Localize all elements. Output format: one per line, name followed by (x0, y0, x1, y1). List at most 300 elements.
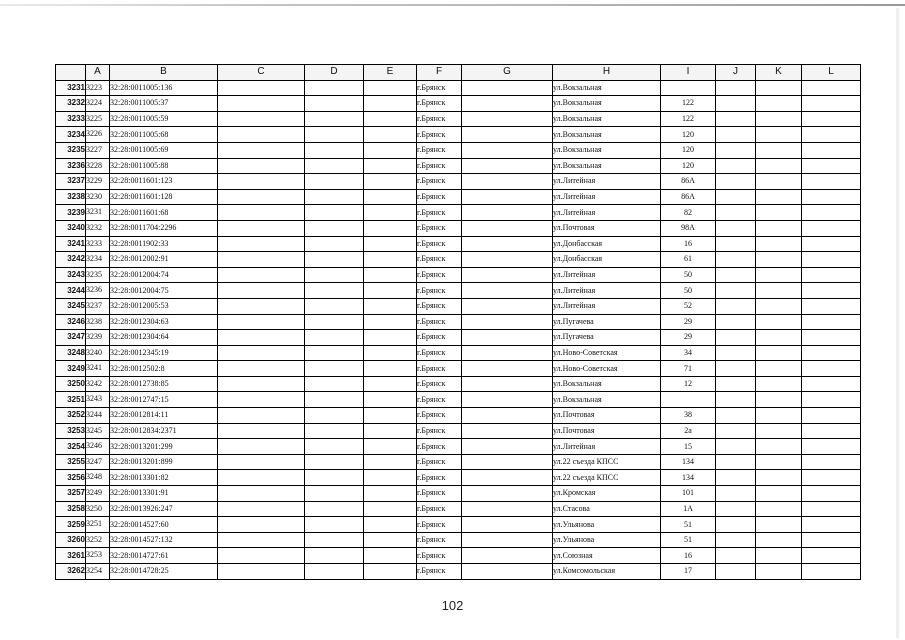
cell-c[interactable] (218, 267, 305, 283)
row-number[interactable]: 3261 (56, 548, 86, 564)
cell-b[interactable]: 32:28:0012738:85 (110, 376, 218, 392)
cell-i[interactable]: 86А (661, 189, 716, 205)
row-number[interactable]: 3245 (56, 298, 86, 314)
cell-g[interactable] (462, 267, 553, 283)
cell-f[interactable]: г.Брянск (417, 283, 462, 299)
cell-c[interactable] (218, 189, 305, 205)
cell-b[interactable]: 32:28:0013201:299 (110, 439, 218, 455)
cell-j[interactable] (716, 345, 756, 361)
cell-e[interactable] (364, 252, 417, 268)
cell-l[interactable] (802, 267, 861, 283)
row-number[interactable]: 3246 (56, 314, 86, 330)
cell-a[interactable]: 3236 (86, 283, 110, 299)
row-number[interactable]: 3255 (56, 454, 86, 470)
cell-d[interactable] (305, 205, 364, 221)
cell-a[interactable]: 3242 (86, 376, 110, 392)
cell-i[interactable]: 16 (661, 236, 716, 252)
cell-j[interactable] (716, 298, 756, 314)
cell-j[interactable] (716, 205, 756, 221)
cell-c[interactable] (218, 96, 305, 112)
cell-e[interactable] (364, 174, 417, 190)
cell-b[interactable]: 32:28:0013301:82 (110, 470, 218, 486)
cell-e[interactable] (364, 96, 417, 112)
cell-h[interactable]: ул.Вокзальная (553, 111, 661, 127)
cell-i[interactable]: 134 (661, 470, 716, 486)
cell-h[interactable]: ул.Ново-Советская (553, 361, 661, 377)
cell-f[interactable]: г.Брянск (417, 454, 462, 470)
cell-l[interactable] (802, 174, 861, 190)
cell-f[interactable]: г.Брянск (417, 252, 462, 268)
cell-j[interactable] (716, 252, 756, 268)
cell-g[interactable] (462, 314, 553, 330)
cell-k[interactable] (756, 220, 802, 236)
cell-k[interactable] (756, 80, 802, 96)
cell-g[interactable] (462, 158, 553, 174)
cell-l[interactable] (802, 564, 861, 580)
cell-c[interactable] (218, 298, 305, 314)
cell-e[interactable] (364, 439, 417, 455)
cell-j[interactable] (716, 392, 756, 408)
cell-k[interactable] (756, 454, 802, 470)
cell-c[interactable] (218, 392, 305, 408)
cell-d[interactable] (305, 314, 364, 330)
cell-k[interactable] (756, 283, 802, 299)
cell-h[interactable]: ул.Союзная (553, 548, 661, 564)
cell-b[interactable]: 32:28:0012002:91 (110, 252, 218, 268)
cell-h[interactable]: ул.Литейная (553, 267, 661, 283)
cell-a[interactable]: 3250 (86, 501, 110, 517)
cell-e[interactable] (364, 454, 417, 470)
cell-i[interactable]: 38 (661, 408, 716, 424)
cell-b[interactable]: 32:28:0012814:11 (110, 408, 218, 424)
cell-a[interactable]: 3234 (86, 252, 110, 268)
cell-d[interactable] (305, 80, 364, 96)
cell-c[interactable] (218, 111, 305, 127)
cell-g[interactable] (462, 111, 553, 127)
cell-f[interactable]: г.Брянск (417, 96, 462, 112)
row-number[interactable]: 3256 (56, 470, 86, 486)
cell-f[interactable]: г.Брянск (417, 127, 462, 143)
cell-a[interactable]: 3224 (86, 96, 110, 112)
cell-a[interactable]: 3249 (86, 486, 110, 502)
cell-j[interactable] (716, 80, 756, 96)
cell-k[interactable] (756, 408, 802, 424)
cell-b[interactable]: 32:28:0011005:136 (110, 80, 218, 96)
cell-a[interactable]: 3223 (86, 80, 110, 96)
row-number[interactable]: 3242 (56, 252, 86, 268)
cell-c[interactable] (218, 205, 305, 221)
cell-j[interactable] (716, 408, 756, 424)
cell-e[interactable] (364, 80, 417, 96)
cell-l[interactable] (802, 330, 861, 346)
cell-c[interactable] (218, 80, 305, 96)
cell-d[interactable] (305, 96, 364, 112)
cell-h[interactable]: ул.Литейная (553, 298, 661, 314)
cell-h[interactable]: ул.Литейная (553, 283, 661, 299)
cell-f[interactable]: г.Брянск (417, 314, 462, 330)
cell-d[interactable] (305, 283, 364, 299)
cell-e[interactable] (364, 408, 417, 424)
cell-e[interactable] (364, 361, 417, 377)
cell-k[interactable] (756, 486, 802, 502)
cell-g[interactable] (462, 127, 553, 143)
cell-c[interactable] (218, 236, 305, 252)
cell-i[interactable]: 50 (661, 283, 716, 299)
column-header-c[interactable]: C (218, 65, 305, 81)
cell-b[interactable]: 32:28:0014728:25 (110, 564, 218, 580)
cell-d[interactable] (305, 142, 364, 158)
column-header-i[interactable]: I (661, 65, 716, 81)
cell-k[interactable] (756, 127, 802, 143)
cell-k[interactable] (756, 252, 802, 268)
cell-i[interactable]: 16 (661, 548, 716, 564)
row-number[interactable]: 3232 (56, 96, 86, 112)
cell-c[interactable] (218, 408, 305, 424)
cell-d[interactable] (305, 127, 364, 143)
cell-g[interactable] (462, 548, 553, 564)
row-number[interactable]: 3259 (56, 517, 86, 533)
cell-a[interactable]: 3252 (86, 532, 110, 548)
cell-g[interactable] (462, 80, 553, 96)
cell-j[interactable] (716, 220, 756, 236)
cell-l[interactable] (802, 220, 861, 236)
cell-l[interactable] (802, 127, 861, 143)
cell-k[interactable] (756, 142, 802, 158)
cell-i[interactable]: 15 (661, 439, 716, 455)
row-number[interactable]: 3253 (56, 423, 86, 439)
cell-l[interactable] (802, 80, 861, 96)
cell-i[interactable]: 1А (661, 501, 716, 517)
cell-d[interactable] (305, 189, 364, 205)
cell-g[interactable] (462, 142, 553, 158)
cell-k[interactable] (756, 517, 802, 533)
cell-l[interactable] (802, 252, 861, 268)
cell-g[interactable] (462, 470, 553, 486)
cell-g[interactable] (462, 361, 553, 377)
cell-j[interactable] (716, 517, 756, 533)
cell-k[interactable] (756, 564, 802, 580)
cell-b[interactable]: 32:28:0013301:91 (110, 486, 218, 502)
cell-f[interactable]: г.Брянск (417, 189, 462, 205)
cell-l[interactable] (802, 205, 861, 221)
cell-l[interactable] (802, 392, 861, 408)
cell-h[interactable]: ул.Почтовая (553, 423, 661, 439)
cell-k[interactable] (756, 174, 802, 190)
cell-c[interactable] (218, 330, 305, 346)
cell-d[interactable] (305, 252, 364, 268)
cell-g[interactable] (462, 174, 553, 190)
cell-l[interactable] (802, 470, 861, 486)
cell-l[interactable] (802, 439, 861, 455)
cell-c[interactable] (218, 454, 305, 470)
cell-k[interactable] (756, 267, 802, 283)
cell-d[interactable] (305, 267, 364, 283)
cell-e[interactable] (364, 158, 417, 174)
cell-e[interactable] (364, 205, 417, 221)
cell-a[interactable]: 3251 (86, 517, 110, 533)
cell-d[interactable] (305, 454, 364, 470)
cell-j[interactable] (716, 314, 756, 330)
cell-j[interactable] (716, 158, 756, 174)
cell-f[interactable]: г.Брянск (417, 330, 462, 346)
cell-c[interactable] (218, 252, 305, 268)
cell-e[interactable] (364, 345, 417, 361)
cell-j[interactable] (716, 532, 756, 548)
cell-b[interactable]: 32:28:0012345:19 (110, 345, 218, 361)
cell-f[interactable]: г.Брянск (417, 220, 462, 236)
cell-k[interactable] (756, 423, 802, 439)
cell-h[interactable]: ул.Донбасская (553, 252, 661, 268)
cell-j[interactable] (716, 174, 756, 190)
cell-b[interactable]: 32:28:0012834:2371 (110, 423, 218, 439)
cell-i[interactable]: 12 (661, 376, 716, 392)
cell-i[interactable]: 51 (661, 517, 716, 533)
cell-c[interactable] (218, 158, 305, 174)
cell-a[interactable]: 3238 (86, 314, 110, 330)
cell-f[interactable]: г.Брянск (417, 392, 462, 408)
cell-a[interactable]: 3253 (86, 548, 110, 564)
cell-l[interactable] (802, 236, 861, 252)
cell-e[interactable] (364, 532, 417, 548)
cell-b[interactable]: 32:28:0011005:37 (110, 96, 218, 112)
cell-k[interactable] (756, 236, 802, 252)
column-header-a[interactable]: A (86, 65, 110, 81)
cell-i[interactable]: 120 (661, 158, 716, 174)
column-header-e[interactable]: E (364, 65, 417, 81)
cell-g[interactable] (462, 439, 553, 455)
cell-j[interactable] (716, 96, 756, 112)
cell-k[interactable] (756, 298, 802, 314)
cell-a[interactable]: 3231 (86, 205, 110, 221)
cell-i[interactable]: 50 (661, 267, 716, 283)
cell-i[interactable] (661, 392, 716, 408)
cell-f[interactable]: г.Брянск (417, 376, 462, 392)
row-number[interactable]: 3243 (56, 267, 86, 283)
cell-a[interactable]: 3225 (86, 111, 110, 127)
cell-j[interactable] (716, 486, 756, 502)
cell-b[interactable]: 32:28:0012304:64 (110, 330, 218, 346)
cell-g[interactable] (462, 392, 553, 408)
cell-g[interactable] (462, 236, 553, 252)
column-header-f[interactable]: F (417, 65, 462, 81)
cell-a[interactable]: 3227 (86, 142, 110, 158)
cell-d[interactable] (305, 236, 364, 252)
column-header-g[interactable]: G (462, 65, 553, 81)
cell-b[interactable]: 32:28:0011704:2296 (110, 220, 218, 236)
cell-i[interactable]: 29 (661, 314, 716, 330)
cell-d[interactable] (305, 330, 364, 346)
cell-a[interactable]: 3254 (86, 564, 110, 580)
cell-h[interactable]: ул.22 съезда КПСС (553, 470, 661, 486)
cell-d[interactable] (305, 392, 364, 408)
cell-f[interactable]: г.Брянск (417, 267, 462, 283)
cell-k[interactable] (756, 501, 802, 517)
cell-l[interactable] (802, 486, 861, 502)
cell-h[interactable]: ул.Вокзальная (553, 392, 661, 408)
cell-d[interactable] (305, 361, 364, 377)
cell-l[interactable] (802, 96, 861, 112)
cell-f[interactable]: г.Брянск (417, 111, 462, 127)
cell-i[interactable]: 52 (661, 298, 716, 314)
cell-h[interactable]: ул.Стасова (553, 501, 661, 517)
cell-d[interactable] (305, 501, 364, 517)
cell-h[interactable]: ул.Вокзальная (553, 158, 661, 174)
cell-i[interactable]: 61 (661, 252, 716, 268)
cell-k[interactable] (756, 330, 802, 346)
cell-a[interactable]: 3246 (86, 439, 110, 455)
cell-e[interactable] (364, 501, 417, 517)
cell-h[interactable]: ул.Вокзальная (553, 376, 661, 392)
cell-c[interactable] (218, 174, 305, 190)
cell-i[interactable]: 82 (661, 205, 716, 221)
cell-a[interactable]: 3230 (86, 189, 110, 205)
row-number[interactable]: 3251 (56, 392, 86, 408)
cell-h[interactable]: ул.Вокзальная (553, 142, 661, 158)
cell-h[interactable]: ул.Вокзальная (553, 80, 661, 96)
cell-h[interactable]: ул.Почтовая (553, 408, 661, 424)
cell-f[interactable]: г.Брянск (417, 564, 462, 580)
cell-g[interactable] (462, 96, 553, 112)
cell-h[interactable]: ул.Вокзальная (553, 127, 661, 143)
cell-g[interactable] (462, 345, 553, 361)
cell-g[interactable] (462, 205, 553, 221)
cell-k[interactable] (756, 532, 802, 548)
row-number[interactable]: 3234 (56, 127, 86, 143)
cell-c[interactable] (218, 548, 305, 564)
row-number[interactable]: 3241 (56, 236, 86, 252)
cell-i[interactable]: 17 (661, 564, 716, 580)
cell-e[interactable] (364, 220, 417, 236)
row-number[interactable]: 3244 (56, 283, 86, 299)
cell-c[interactable] (218, 486, 305, 502)
cell-h[interactable]: ул.22 съезда КПСС (553, 454, 661, 470)
cell-k[interactable] (756, 376, 802, 392)
cell-j[interactable] (716, 454, 756, 470)
cell-b[interactable]: 32:28:0012304:63 (110, 314, 218, 330)
cell-h[interactable]: ул.Пугачева (553, 330, 661, 346)
row-number[interactable]: 3252 (56, 408, 86, 424)
cell-j[interactable] (716, 564, 756, 580)
cell-g[interactable] (462, 517, 553, 533)
column-header-d[interactable]: D (305, 65, 364, 81)
cell-a[interactable]: 3226 (86, 127, 110, 143)
cell-k[interactable] (756, 96, 802, 112)
cell-j[interactable] (716, 501, 756, 517)
row-number[interactable]: 3231 (56, 80, 86, 96)
cell-i[interactable]: 29 (661, 330, 716, 346)
cell-g[interactable] (462, 454, 553, 470)
cell-f[interactable]: г.Брянск (417, 423, 462, 439)
cell-e[interactable] (364, 127, 417, 143)
cell-j[interactable] (716, 423, 756, 439)
cell-l[interactable] (802, 111, 861, 127)
cell-g[interactable] (462, 408, 553, 424)
cell-d[interactable] (305, 111, 364, 127)
cell-j[interactable] (716, 283, 756, 299)
cell-b[interactable]: 32:28:0011601:68 (110, 205, 218, 221)
cell-a[interactable]: 3239 (86, 330, 110, 346)
cell-i[interactable]: 122 (661, 111, 716, 127)
cell-b[interactable]: 32:28:0012004:74 (110, 267, 218, 283)
cell-b[interactable]: 32:28:0012747:15 (110, 392, 218, 408)
cell-k[interactable] (756, 548, 802, 564)
row-number[interactable]: 3258 (56, 501, 86, 517)
cell-i[interactable]: 34 (661, 345, 716, 361)
cell-i[interactable]: 101 (661, 486, 716, 502)
cell-i[interactable]: 134 (661, 454, 716, 470)
cell-j[interactable] (716, 142, 756, 158)
cell-k[interactable] (756, 189, 802, 205)
cell-b[interactable]: 32:28:0014527:132 (110, 532, 218, 548)
cell-e[interactable] (364, 236, 417, 252)
cell-a[interactable]: 3244 (86, 408, 110, 424)
cell-d[interactable] (305, 548, 364, 564)
cell-a[interactable]: 3247 (86, 454, 110, 470)
cell-l[interactable] (802, 298, 861, 314)
cell-d[interactable] (305, 298, 364, 314)
cell-f[interactable]: г.Брянск (417, 298, 462, 314)
column-header-k[interactable]: K (756, 65, 802, 81)
cell-h[interactable]: ул.Ульянова (553, 532, 661, 548)
cell-b[interactable]: 32:28:0011005:68 (110, 127, 218, 143)
cell-j[interactable] (716, 236, 756, 252)
cell-c[interactable] (218, 517, 305, 533)
cell-l[interactable] (802, 423, 861, 439)
cell-l[interactable] (802, 408, 861, 424)
cell-e[interactable] (364, 548, 417, 564)
row-number[interactable]: 3247 (56, 330, 86, 346)
cell-g[interactable] (462, 486, 553, 502)
cell-d[interactable] (305, 439, 364, 455)
cell-g[interactable] (462, 564, 553, 580)
cell-i[interactable]: 122 (661, 96, 716, 112)
cell-a[interactable]: 3237 (86, 298, 110, 314)
cell-h[interactable]: ул.Ульянова (553, 517, 661, 533)
cell-l[interactable] (802, 189, 861, 205)
row-number[interactable]: 3250 (56, 376, 86, 392)
cell-f[interactable]: г.Брянск (417, 408, 462, 424)
cell-k[interactable] (756, 314, 802, 330)
cell-h[interactable]: ул.Литейная (553, 174, 661, 190)
cell-c[interactable] (218, 423, 305, 439)
cell-h[interactable]: ул.Литейная (553, 189, 661, 205)
cell-f[interactable]: г.Брянск (417, 439, 462, 455)
cell-i[interactable]: 120 (661, 142, 716, 158)
cell-h[interactable]: ул.Ново-Советская (553, 345, 661, 361)
cell-b[interactable]: 32:28:0011601:123 (110, 174, 218, 190)
cell-g[interactable] (462, 376, 553, 392)
cell-h[interactable]: ул.Вокзальная (553, 96, 661, 112)
cell-l[interactable] (802, 345, 861, 361)
cell-h[interactable]: ул.Литейная (553, 205, 661, 221)
row-number[interactable]: 3236 (56, 158, 86, 174)
cell-d[interactable] (305, 517, 364, 533)
cell-f[interactable]: г.Брянск (417, 548, 462, 564)
cell-f[interactable]: г.Брянск (417, 501, 462, 517)
cell-c[interactable] (218, 127, 305, 143)
cell-e[interactable] (364, 189, 417, 205)
cell-g[interactable] (462, 423, 553, 439)
cell-g[interactable] (462, 220, 553, 236)
cell-g[interactable] (462, 298, 553, 314)
column-header-j[interactable]: J (716, 65, 756, 81)
cell-b[interactable]: 32:28:0012005:53 (110, 298, 218, 314)
row-number[interactable]: 3235 (56, 142, 86, 158)
cell-e[interactable] (364, 423, 417, 439)
cell-f[interactable]: г.Брянск (417, 80, 462, 96)
cell-e[interactable] (364, 564, 417, 580)
cell-i[interactable]: 2а (661, 423, 716, 439)
